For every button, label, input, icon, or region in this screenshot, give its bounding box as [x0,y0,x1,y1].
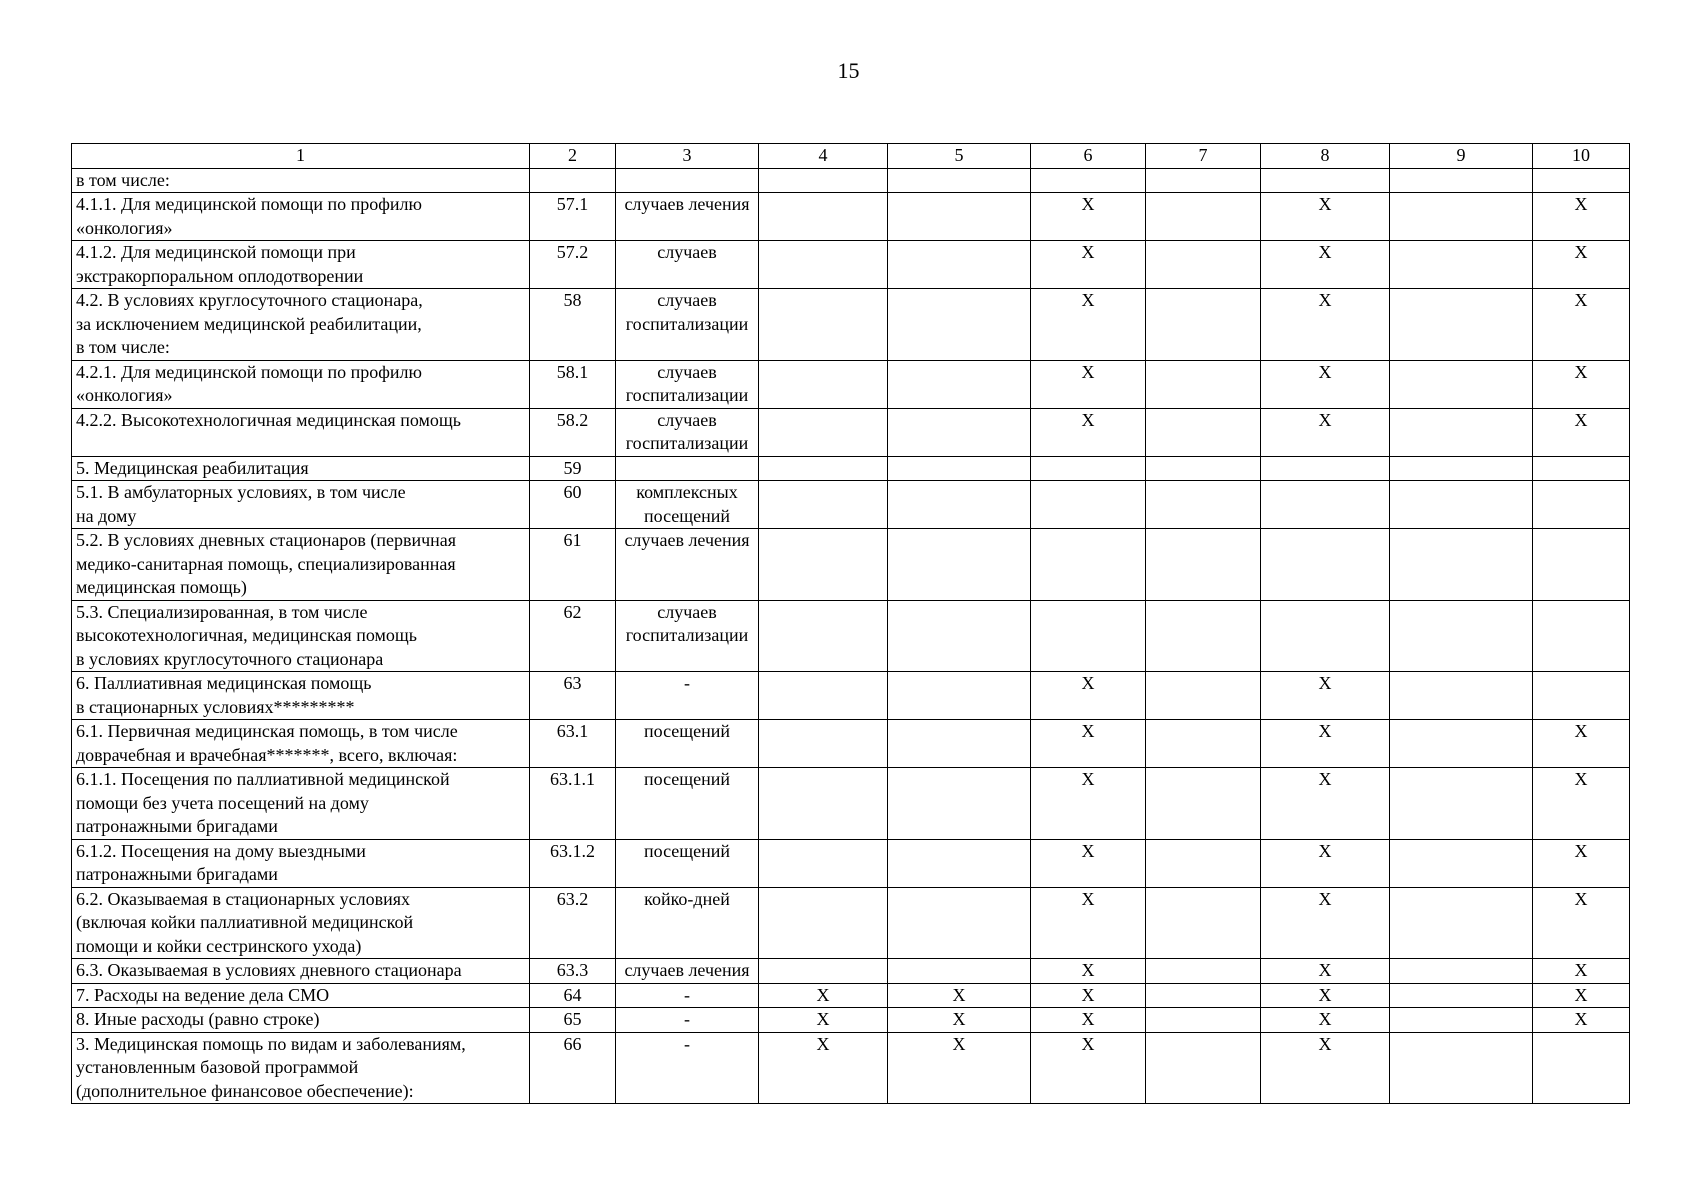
col10-cell [1533,600,1630,672]
table-body [72,168,1630,1104]
col5-cell [888,241,1031,289]
col4-cell [759,720,888,768]
col6-cell [1031,529,1146,601]
col4-cell [759,360,888,408]
unit-cell: случаев лечения [616,193,759,241]
row-code-cell: 63.1 [530,720,616,768]
row-name-cell: в том числе: [72,168,530,193]
unit-cell: случаев госпитализации [616,289,759,361]
col5-cell [888,193,1031,241]
col8-cell: X [1261,887,1390,959]
col10-cell: X [1533,289,1630,361]
col10-cell [1533,672,1630,720]
col9-cell [1390,529,1533,601]
row-name-cell: 6.1.2. Посещения на дому выездными патронажными бригадами [72,839,530,887]
col8-cell [1261,168,1390,193]
row-name-cell: 6.2. Оказываемая в стационарных условиях (включая койки паллиативной медицинской помощи и койки сестринского ухода) [72,887,530,959]
col8-cell: X [1261,193,1390,241]
col4-cell: X [759,983,888,1008]
col5-cell: X [888,983,1031,1008]
col10-cell: X [1533,193,1630,241]
col9-cell [1390,241,1533,289]
row-code-cell: 63.1.1 [530,768,616,840]
col10-cell: X [1533,959,1630,984]
col9-cell [1390,672,1533,720]
column-header: 10 [1533,144,1630,169]
col7-cell [1146,193,1261,241]
col4-cell [759,168,888,193]
col5-cell [888,887,1031,959]
col4-cell [759,672,888,720]
col5-cell [888,768,1031,840]
col5-cell [888,672,1031,720]
col5-cell [888,481,1031,529]
col4-cell [759,289,888,361]
col7-cell [1146,887,1261,959]
col7-cell [1146,1008,1261,1033]
col5-cell [888,408,1031,456]
col9-cell [1390,887,1533,959]
col10-cell: X [1533,839,1630,887]
table-row [72,241,1630,289]
col6-cell: X [1031,1008,1146,1033]
unit-cell: случаев [616,241,759,289]
col7-cell [1146,360,1261,408]
col10-cell: X [1533,720,1630,768]
row-code-cell: 60 [530,481,616,529]
col6-cell: X [1031,983,1146,1008]
col7-cell [1146,168,1261,193]
col6-cell: X [1031,1032,1146,1104]
col5-cell [888,600,1031,672]
row-code-cell: 58 [530,289,616,361]
col9-cell [1390,600,1533,672]
unit-cell: посещений [616,768,759,840]
column-header: 9 [1390,144,1533,169]
col7-cell [1146,720,1261,768]
col8-cell: X [1261,360,1390,408]
col6-cell [1031,481,1146,529]
col10-cell: X [1533,887,1630,959]
row-name-cell: 4.1.2. Для медицинской помощи при экстракорпоральном оплодотворении [72,241,530,289]
row-code-cell: 59 [530,456,616,481]
unit-cell [616,456,759,481]
row-code-cell: 62 [530,600,616,672]
col10-cell [1533,456,1630,481]
col7-cell [1146,481,1261,529]
column-header: 3 [616,144,759,169]
column-header: 5 [888,144,1031,169]
row-code-cell: 63.3 [530,959,616,984]
col9-cell [1390,360,1533,408]
col8-cell [1261,456,1390,481]
col6-cell [1031,456,1146,481]
unit-cell: - [616,1032,759,1104]
header-row [72,144,1630,169]
col7-cell [1146,672,1261,720]
col6-cell: X [1031,193,1146,241]
col8-cell: X [1261,289,1390,361]
col10-cell [1533,1032,1630,1104]
column-header: 1 [72,144,530,169]
col4-cell [759,456,888,481]
col10-cell: X [1533,983,1630,1008]
col8-cell: X [1261,408,1390,456]
unit-cell: - [616,1008,759,1033]
col7-cell [1146,456,1261,481]
col8-cell [1261,481,1390,529]
row-name-cell: 4.2. В условиях круглосуточного стационара, за исключением медицинской реабилитации, в том числе: [72,289,530,361]
unit-cell: посещений [616,720,759,768]
col5-cell [888,720,1031,768]
table-row [72,289,1630,361]
col9-cell [1390,839,1533,887]
unit-cell: случаев лечения [616,529,759,601]
table-row [72,193,1630,241]
col10-cell [1533,168,1630,193]
col10-cell [1533,529,1630,601]
col4-cell [759,408,888,456]
row-name-cell: 5. Медицинская реабилитация [72,456,530,481]
col5-cell [888,168,1031,193]
col5-cell [888,456,1031,481]
col8-cell: X [1261,983,1390,1008]
col7-cell [1146,1032,1261,1104]
column-header: 8 [1261,144,1390,169]
row-name-cell: 4.1.1. Для медицинской помощи по профилю «онкология» [72,193,530,241]
row-name-cell: 4.2.2. Высокотехнологичная медицинская помощь [72,408,530,456]
table-row [72,456,1630,481]
col4-cell [759,959,888,984]
col9-cell [1390,959,1533,984]
col9-cell [1390,193,1533,241]
col5-cell: X [888,1032,1031,1104]
row-name-cell: 5.1. В амбулаторных условиях, в том числе на дому [72,481,530,529]
col7-cell [1146,959,1261,984]
col4-cell: X [759,1008,888,1033]
row-name-cell: 7. Расходы на ведение дела СМО [72,983,530,1008]
col7-cell [1146,768,1261,840]
col9-cell [1390,289,1533,361]
col5-cell [888,839,1031,887]
table-row [72,168,1630,193]
col6-cell: X [1031,408,1146,456]
table-row [72,408,1630,456]
table-row [72,983,1630,1008]
col7-cell [1146,600,1261,672]
col7-cell [1146,408,1261,456]
column-header: 4 [759,144,888,169]
col10-cell: X [1533,241,1630,289]
table-row [72,720,1630,768]
col5-cell [888,360,1031,408]
unit-cell: случаев лечения [616,959,759,984]
row-code-cell: 58.1 [530,360,616,408]
unit-cell: - [616,983,759,1008]
row-name-cell: 4.2.1. Для медицинской помощи по профилю «онкология» [72,360,530,408]
col4-cell [759,768,888,840]
col6-cell: X [1031,768,1146,840]
table-row [72,839,1630,887]
col10-cell: X [1533,360,1630,408]
col4-cell [759,887,888,959]
col6-cell: X [1031,360,1146,408]
unit-cell: случаев госпитализации [616,408,759,456]
table-row [72,887,1630,959]
table-row [72,1032,1630,1104]
col6-cell: X [1031,959,1146,984]
col4-cell [759,529,888,601]
row-name-cell: 6.3. Оказываемая в условиях дневного стационара [72,959,530,984]
row-name-cell: 6.1.1. Посещения по паллиативной медицинской помощи без учета посещений на дому патронажными бригадами [72,768,530,840]
col4-cell [759,839,888,887]
col9-cell [1390,720,1533,768]
col9-cell [1390,408,1533,456]
page-number: 15 [837,58,860,83]
row-code-cell: 64 [530,983,616,1008]
row-code-cell: 58.2 [530,408,616,456]
col6-cell: X [1031,241,1146,289]
col5-cell: X [888,1008,1031,1033]
col7-cell [1146,289,1261,361]
row-code-cell: 63.2 [530,887,616,959]
row-code-cell: 57.2 [530,241,616,289]
col6-cell: X [1031,887,1146,959]
table-row [72,360,1630,408]
col5-cell [888,289,1031,361]
col6-cell: X [1031,839,1146,887]
col8-cell: X [1261,1008,1390,1033]
unit-cell: - [616,672,759,720]
col7-cell [1146,983,1261,1008]
row-code-cell: 57.1 [530,193,616,241]
col6-cell [1031,168,1146,193]
row-name-cell: 6.1. Первичная медицинская помощь, в том числе доврачебная и врачебная*******, всего, включая: [72,720,530,768]
col9-cell [1390,168,1533,193]
row-name-cell: 3. Медицинская помощь по видам и заболеваниям, установленным базовой программой (дополнительное финансовое обеспечение): [72,1032,530,1104]
unit-cell [616,168,759,193]
col6-cell: X [1031,720,1146,768]
col7-cell [1146,529,1261,601]
col5-cell [888,529,1031,601]
table-row [72,959,1630,984]
col8-cell: X [1261,1032,1390,1104]
table-row [72,600,1630,672]
row-name-cell: 6. Паллиативная медицинская помощь в стационарных условиях********* [72,672,530,720]
col8-cell: X [1261,768,1390,840]
data-table [71,143,1630,1104]
col9-cell [1390,1032,1533,1104]
unit-cell: случаев госпитализации [616,600,759,672]
col9-cell [1390,768,1533,840]
row-code-cell: 63.1.2 [530,839,616,887]
col7-cell [1146,241,1261,289]
col8-cell: X [1261,672,1390,720]
unit-cell: посещений [616,839,759,887]
row-code-cell: 61 [530,529,616,601]
col8-cell: X [1261,959,1390,984]
col8-cell: X [1261,241,1390,289]
unit-cell: койко-дней [616,887,759,959]
table-row [72,1008,1630,1033]
unit-cell: случаев госпитализации [616,360,759,408]
table-row [72,768,1630,840]
col7-cell [1146,839,1261,887]
col6-cell: X [1031,672,1146,720]
row-name-cell: 5.2. В условиях дневных стационаров (первичная медико-санитарная помощь, специализированная медицинская помощь) [72,529,530,601]
col10-cell: X [1533,768,1630,840]
table-row [72,672,1630,720]
col8-cell [1261,600,1390,672]
col8-cell: X [1261,839,1390,887]
col6-cell [1031,600,1146,672]
table-row [72,529,1630,601]
col4-cell [759,481,888,529]
col4-cell [759,193,888,241]
col4-cell [759,241,888,289]
column-header: 6 [1031,144,1146,169]
col4-cell [759,600,888,672]
col9-cell [1390,983,1533,1008]
row-code-cell [530,168,616,193]
table-row [72,481,1630,529]
row-name-cell: 5.3. Специализированная, в том числе высокотехнологичная, медицинская помощь в условиях круглосуточного стационара [72,600,530,672]
row-name-cell: 8. Иные расходы (равно строке) [72,1008,530,1033]
col5-cell [888,959,1031,984]
column-header: 2 [530,144,616,169]
col10-cell: X [1533,408,1630,456]
col10-cell [1533,481,1630,529]
col9-cell [1390,1008,1533,1033]
col8-cell: X [1261,720,1390,768]
col9-cell [1390,481,1533,529]
col9-cell [1390,456,1533,481]
col10-cell: X [1533,1008,1630,1033]
col4-cell: X [759,1032,888,1104]
col8-cell [1261,529,1390,601]
col6-cell: X [1031,289,1146,361]
row-code-cell: 66 [530,1032,616,1104]
row-code-cell: 65 [530,1008,616,1033]
row-code-cell: 63 [530,672,616,720]
column-header: 7 [1146,144,1261,169]
unit-cell: комплексных посещений [616,481,759,529]
